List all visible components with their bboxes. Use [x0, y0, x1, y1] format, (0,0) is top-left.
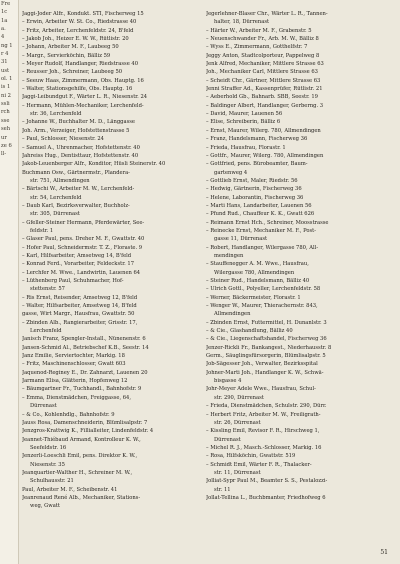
gutter-text-fragment: ust: [1, 67, 10, 74]
directory-entry-line: – Pfund Rud., Chauffeur K. K., Gwatt 626: [206, 211, 315, 218]
directory-entry-line: – Jakob Joh., Heizer E. W. W., Rütlistr. 20: [22, 36, 129, 43]
directory-entry-line: Allmendingen: [214, 311, 251, 318]
gutter-text-fragment: 31: [1, 59, 8, 66]
directory-entry-line: weg, Gwatt: [30, 503, 60, 510]
directory-entry-line: – & Cie., Glashandlung, Bälliz 40: [206, 328, 293, 335]
directory-entry-line: Jollat-Tellina L., Buchbmanter, Friedhofweg 6: [206, 494, 326, 501]
directory-entry-line: Jenzgros-Krattwig K., Fillialleiter, Lindenfeldstr. 4: [22, 428, 154, 435]
directory-entry-line: – Frieda, Dienstmädchen, Schulstr. 290, Dürr.: [206, 403, 327, 410]
directory-entry-line: – Wyss E., Zimmermann, Gotthelfstr. 7: [206, 44, 308, 51]
directory-entry-line: – Erwin, Arbeiter W. St. Co., Riedstrasse 40: [22, 19, 137, 26]
directory-entry-line: – Reusser Joh., Schreiner, Laubeeg 50: [22, 69, 123, 76]
directory-entry-line: str. 54, Lerchenfeld: [30, 194, 82, 201]
directory-entry-line: str. 305, Dürrenast: [30, 211, 80, 218]
directory-entry-line: – Franz, Handelsmann, Fischerweg 36: [206, 136, 308, 143]
directory-entry-line: – Ulrich Gottl., Polyeller, Lerchenfeldstr. 58: [206, 286, 321, 293]
directory-entry-line: – Daub Karl, Bezirksverwalter, Buchholz-: [22, 202, 130, 209]
directory-entry-line: Jakob-Leuenberger Alfr., Konditor, Hüsli Steinerstr. 40: [22, 161, 166, 168]
directory-entry-line: Wilergasse 780, Allmendingen: [214, 269, 295, 276]
directory-entry-line: Jolliat-Sypr Paul M., Beamter S. S., Pestalozzi-: [206, 478, 328, 485]
directory-entry-line: – Hermann, Mühlen-Mechaniker, Lerchenfeld-: [22, 102, 144, 109]
directory-entry-line: Johr-Meyer Adele Wwe., Hausfrau, Schul-: [206, 386, 316, 393]
directory-entry-line: gartenweg 4: [214, 169, 248, 176]
directory-entry-line: Jahreiss Hug., Dentisttaur, Hofstettenstr. 40: [22, 152, 139, 159]
directory-entry-line: str. 290, Dürrenast: [214, 394, 264, 401]
gutter-text-fragment: 1a: [1, 17, 8, 24]
directory-entry-line: stettenstr. 57: [30, 286, 65, 293]
directory-entry-line: – Meyer Rudolf, Handlanger, Riedstrasse 40: [22, 61, 139, 68]
directory-entry-line: Jeanrenaud René Alb., Mechaniker, Stations-: [22, 494, 141, 501]
directory-entry-line: str. 11: [214, 486, 231, 493]
directory-entry-line: – Frieda, Hausfrau, Florastr. 1: [206, 144, 286, 151]
directory-entry-line: Jenzerli-Loeschli Emil, pens. Direktor K. W.,: [22, 453, 138, 460]
directory-entry-line: – Lüthenberg Paul, Schuhmacher, Hof-: [22, 278, 124, 284]
directory-entry-line: – Wenger W., Maurer, Thierachernstr. 843,: [206, 303, 318, 310]
gutter-text-fragment: ng 1: [1, 42, 13, 49]
directory-entry-line: bisgasse 4: [214, 378, 242, 385]
directory-entry-line: – Werner, Bäckermeister, Florastr. 1: [206, 294, 301, 301]
directory-entry-line: – Steiner Rud., Handelsmann, Bälliz 40: [206, 278, 310, 284]
directory-entry-line: Jauss Rosa, Damenschneiderin, Blümlisalpstr. 7: [22, 419, 148, 426]
directory-entry-line: Dürrenast: [30, 403, 57, 410]
page-number: 51: [380, 549, 388, 556]
directory-entry-line: – Gottlieb Ernst, Maler, Riedstr. 56: [206, 177, 298, 184]
directory-entry-line: Lerchenfeld: [30, 328, 62, 335]
directory-entry-line: – Gfeller-Steiner Hermann, Pferdewärter, See-: [22, 219, 145, 226]
directory-entry-line: – Walter, Stationsgehilfe, Obs. Hauptg. 16: [22, 86, 133, 93]
directory-entry-line: – Baldinger Albert, Handlanger, Gerberng. 3: [206, 102, 324, 109]
directory-entry-line: – Stauffenegger A. M. Wwe., Hausfrau,: [206, 261, 309, 268]
directory-entry-line: Jegerlehner-Blaser Chr., Wärter L. R., Tannen-: [206, 11, 328, 17]
directory-entry-line: – Walter, Hilfsarbeiter, Amsetweg 14, B'feld: [22, 303, 137, 310]
directory-entry-line: – Bäumgartner Fr., Tuchhandl., Bahnhofstr. 9: [22, 386, 142, 393]
gutter-text-fragment: 1c: [1, 9, 8, 16]
directory-entry-line: – Ris Ernst, Reisender, Amsetweg 12, B'feld: [22, 294, 138, 301]
directory-entry-line: – Marti Hans, Landarbeiter, Lauenen 56: [206, 202, 312, 209]
directory-entry-line: Germ., Säuglingsfürsorgerin, Blümlisalpstr. 5: [206, 353, 326, 360]
directory-entry-line: Jaggi-Leibundgut F., Wärter L. R., Niesenstr. 24: [22, 94, 148, 101]
directory-entry-line: str. 26, Dürrenast: [214, 419, 261, 426]
directory-entry-line: Joh., Mechaniker Carl, Mittlere Strasse 63: [206, 69, 318, 76]
directory-entry-line: – Elise, Schreiberin, Bälliz 6: [206, 119, 281, 126]
directory-entry-line: – Robert, Handlanger, Wilergasse 780, All-: [206, 244, 319, 251]
previous-page-gutter: [0, 0, 19, 564]
gutter-text-fragment: ll-: [1, 151, 7, 158]
directory-entry-line: Schulhausstr. 21: [30, 478, 74, 485]
directory-entry-line: gasse 11, Dürrenast: [214, 236, 268, 243]
directory-entry-line: – Glaser Paul, pens. Dreher M. F., Gwattstr. 40: [22, 236, 145, 243]
directory-entry-line: – Scheidt Chr., Gärtner, Mittlere Strasse 63: [206, 77, 321, 84]
directory-entry-line: – Hedwig, Gärtnerin, Fischerweg 36: [206, 186, 302, 193]
directory-entry-line: Jenzer-Rickli Fr., Bankangest., Niederhausstr. 8: [206, 344, 332, 351]
directory-entry-line: – Reimann Ernst Hch., Schreiner, Moosstrasse: [206, 219, 329, 226]
directory-entry-line: Paul, Arbeiter M. F., Scheibenstr. 41: [22, 486, 118, 493]
directory-entry-line: Jeannet-Thiébaud Armand, Kontrolleur K. W.,: [22, 436, 141, 443]
directory-entry-line: str. 11, Dürrenast: [214, 469, 261, 476]
directory-entry-line: – Neuenschwander Fr., Arb. M. W., Bälliz 8: [206, 36, 319, 43]
directory-entry-line: – Gottfr., Maurer, Wilerg. 780, Allmendingen: [206, 152, 324, 159]
directory-entry-line: – Johanne W., Buchhalter M. D., Länggasse: [22, 119, 135, 126]
gutter-text-fragment: is 1: [1, 84, 11, 91]
directory-entry-line: – Michel R. J., Masch.-Schlosser, Markig. 16: [206, 444, 322, 451]
directory-entry-line: – Herbert Fritz, Arbeiter M. W., Freiligrath-: [206, 411, 321, 418]
gutter-text-fragment: ssli: [1, 101, 10, 108]
directory-entry-line: feldstr. 1: [30, 227, 54, 234]
directory-entry-line: – Karl, Hilfsarbeiter, Amsetweg 14, B'feld: [22, 252, 132, 259]
directory-entry-line: – Ernst, Maurer, Wilerg. 780, Allmendingen: [206, 127, 321, 134]
directory-entry-line: Jarmann Elisa, Glätterin, Hopfenweg 12: [22, 378, 128, 385]
directory-entry-line: Jeanquartier-Walther H., Schreiner M. W.,: [22, 469, 133, 476]
gutter-text-fragment: ni 2: [1, 92, 11, 99]
gutter-text-fragment: r 4: [1, 51, 9, 58]
directory-entry-line: – Kissling Emil, Revisor F. R., Hirschweg 1,: [206, 428, 320, 435]
directory-entry-line: – Zbinden Alb., Rangierarbeiter, Grisstr. 17,: [22, 319, 138, 326]
directory-entry-line: – Rosa, Hilfsköchin, Gwattstr. 519: [206, 453, 296, 460]
directory-entry-line: halter, 18, Dürrenast: [214, 19, 270, 26]
directory-entry-line: str. 751, Allmendingen: [30, 177, 90, 184]
directory-entry-line: Janisch Franz, Spengler-Install., Nünenenstr. 6: [22, 336, 146, 343]
directory-entry-line: – & Cie., Liegenschaftshandel, Fischerweg 36: [206, 336, 327, 343]
gutter-text-fragment: ur: [1, 134, 7, 141]
directory-entry-line: – Emma, Dienstmädchen, Freiggasse, 64,: [22, 394, 132, 401]
directory-entry-line: – Margr., Servierköchin, Bälliz 59: [22, 52, 111, 59]
directory-entry-line: Janz Emilie, Serviertochter, Markig. 18: [22, 353, 125, 360]
directory-entry-line: – Härter W., Arbeiter M. F., Grabenstr. 5: [206, 27, 312, 34]
directory-entry-line: – Hofer Paul, Schneidermstr. T. Z., Floraste. 9: [22, 244, 143, 251]
directory-entry-line: Buchmann Osw., Gärtnermstr., Plandera-: [22, 169, 130, 176]
gutter-text-fragment: ze 6: [1, 142, 12, 149]
directory-entry-line: Jaggi-Joder Alfr., Kondukt. STI, Fischerweg 15: [22, 11, 144, 17]
directory-entry-line: gasse, Wirt Margr., Hausfrau, Gwattstr. 50: [22, 311, 135, 318]
directory-entry-line: Jansen-Schmid Al., Betriebschef K.B., Seestr. 14: [22, 344, 149, 351]
left-column: [22, 10, 204, 511]
directory-entry-line: – Paul, Schlosser, Niesenstr. 24: [22, 136, 104, 143]
directory-entry-line: mendingen: [214, 252, 244, 259]
directory-entry-line: – Fritz, Arbeiter, Lerchenfeldstr. 24, B'feld: [22, 27, 134, 34]
directory-entry-line: Johner-Marti Joh., Handlanger K. W., Schwä-: [206, 369, 324, 376]
right-column: [206, 10, 388, 502]
gutter-text-fragment: 4: [1, 34, 5, 41]
gutter-text-fragment: sse: [1, 117, 10, 124]
directory-entry-line: Jenni Straffer Ad., Kassenprüfer, Rütlistr. 21: [206, 86, 323, 93]
directory-entry-line: Jaquenod-Reginey E., Dr. Zahnarzt, Lauenen 20: [22, 369, 148, 376]
directory-entry-line: Joh. Arm., Verzeiger, Hofstettenstrasse 5: [22, 127, 130, 134]
directory-entry-line: – Gottfried, pens. Bürobeamter, Baum-: [206, 161, 308, 168]
directory-entry-line: – Samuel A., Uhrenmacher, Hofstettenstr. 40: [22, 144, 140, 151]
directory-entry-line: – Zbinden Ernst, Futtermittel, H. Dunanlstr. 3: [206, 319, 327, 326]
directory-entry-line: str. 36, Lerchenfeld: [30, 111, 82, 118]
gutter-text-fragment: ol. 1: [1, 76, 13, 83]
directory-entry-line: Niesenstr. 35: [30, 461, 65, 468]
directory-entry-line: – Johann, Arbeiter M. F., Laubeeg 50: [22, 44, 119, 51]
directory-entry-line: – Lerchfer M. Wwe., Landwirtin, Lauenen 64: [22, 269, 141, 276]
directory-entry-line: – Fritz, Maschinenschlosser, Gwatt 603: [22, 361, 126, 368]
directory-entry-line: – Helene, Laborantin, Fischerweg 36: [206, 194, 304, 201]
directory-entry-line: – Aeberhold Gb., Bahnarb. SBB, Seestr. 19: [206, 94, 318, 101]
directory-entry-line: Jenk Alfred, Mechaniker, Mittlere Strasse 63: [206, 61, 324, 68]
gutter-text-fragment: seh: [1, 126, 11, 133]
gutter-text-fragment: a.: [1, 26, 6, 33]
directory-entry-line: – Schmidt Emil, Wärter F. R., Thalacker-: [206, 461, 312, 468]
directory-entry-line: – David, Maurer, Lauenen 56: [206, 111, 283, 118]
directory-entry-line: – Reinecke Ernst, Mechaniker M. F., Post-: [206, 227, 317, 234]
gutter-text-fragment: Fre: [1, 1, 11, 7]
directory-entry-line: Jeggy Anton, Stadtcolporteur, Pappelweg 8: [206, 52, 320, 59]
directory-entry-line: – Seeuw Haas, Zimmermann, Obs. Hauptg. 16: [22, 77, 144, 84]
directory-entry-line: Dürrenast: [214, 436, 241, 443]
gutter-text-fragment: rch: [1, 109, 10, 116]
directory-entry-line: Seefeldstr. 16: [30, 444, 67, 451]
directory-entry-line: – & Co., Kohlenhdlg., Bahnhofstr. 9: [22, 411, 115, 418]
directory-entry-line: Job-Sägesser Joh., Verwalter, Bezirksspital: [206, 361, 318, 368]
directory-entry-line: – Konrad Ferd., Vorarbeiter, Feldeckstr. 17: [22, 261, 135, 268]
directory-entry-line: – Bärtschi W., Arbeiter M. W., Lerchenfeld-: [22, 186, 135, 193]
